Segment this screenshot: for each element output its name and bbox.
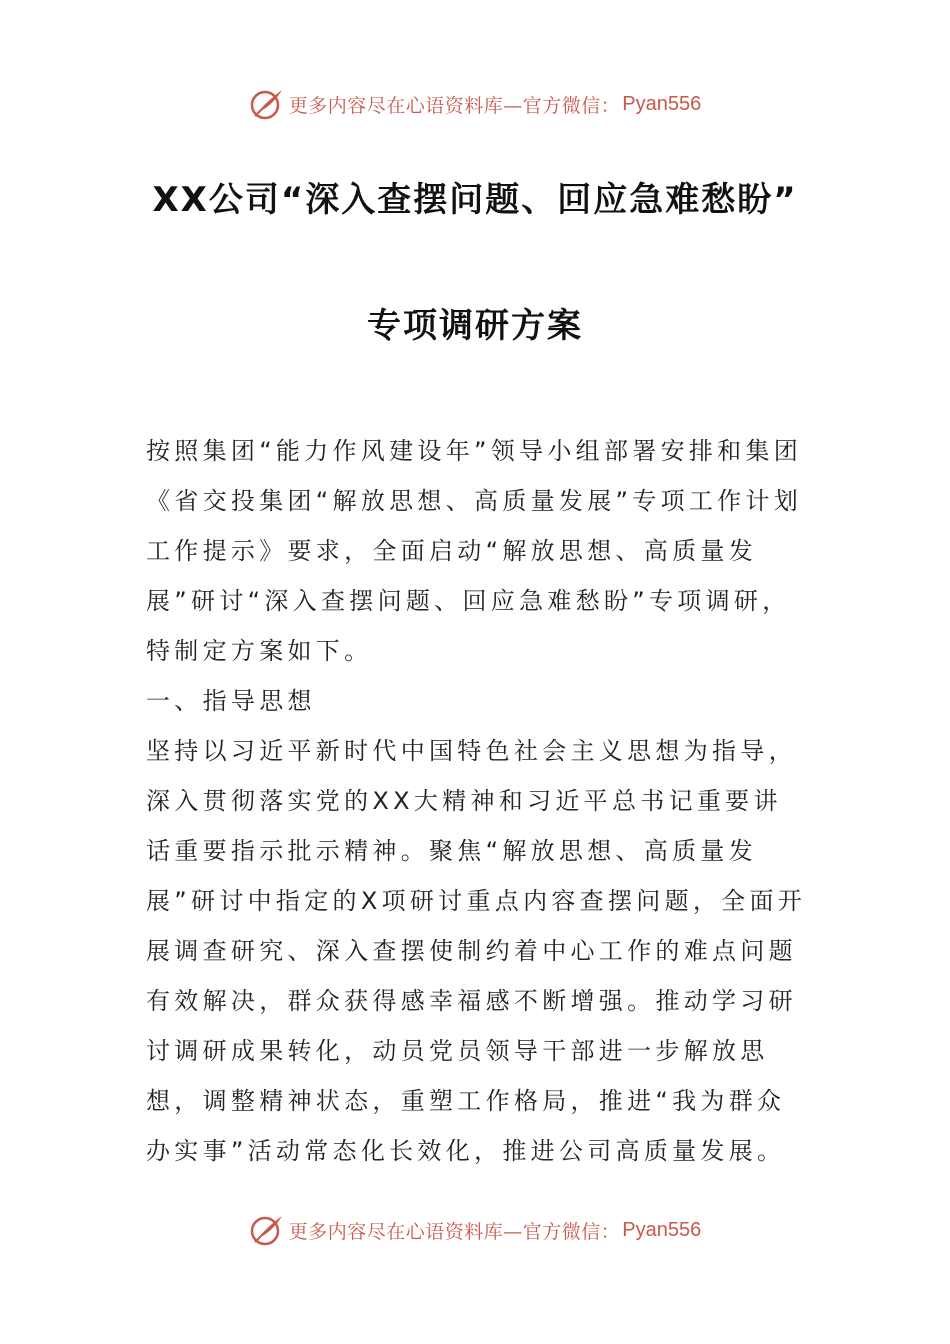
watermark-wechat-id: Pyan556: [622, 92, 702, 115]
document-title-line-2: 专项调研方案: [367, 306, 583, 346]
watermark-text: 更多内容尽在心语资料库—官方微信：: [288, 94, 621, 117]
quill-logo-icon: [249, 1212, 285, 1248]
watermark-text: 更多内容尽在心语资料库—官方微信：: [288, 1220, 621, 1243]
section-heading-guiding-ideology: 一、指导思想: [146, 687, 316, 715]
watermark-banner-top: [0, 82, 950, 126]
document-title-line-1: XX公司“深入查摆问题、回应急难愁盼”: [152, 180, 798, 220]
document-body: [146, 426, 808, 1176]
watermark-banner-bottom: [0, 1208, 950, 1252]
quill-logo-icon: [249, 86, 285, 122]
watermark-wechat-id: Pyan556: [622, 1218, 702, 1241]
intro-paragraph: 按照集团“能力作风建设年”领导小组部署安排和集团《省交投集团“解放思想、高质量发展”专项工作计划工作提示》要求，全面启动“解放思想、高质量发展”研讨“深入查摆问题、回应急难愁盼”专项调研，特制定方案如下。: [146, 437, 803, 665]
guiding-ideology-paragraph: 坚持以习近平新时代中国特色社会主义思想为指导，深入贯彻落实党的XX大精神和习近平总书记重要讲话重要指示批示精神。聚焦“解放思想、高质量发展”研讨中指定的X项研讨重点内容查摆问题，全面开展调查研究、深入查摆使制约着中心工作的难点问题有效解决，群众获得感幸福感不断增强。推动学习研讨调研成果转化，动员党员领导干部进一步解放思想，调整精神状态，重塑工作格局，推进“我为群众办实事”活动常态化长效化，推进公司高质量发展。: [146, 737, 807, 1165]
